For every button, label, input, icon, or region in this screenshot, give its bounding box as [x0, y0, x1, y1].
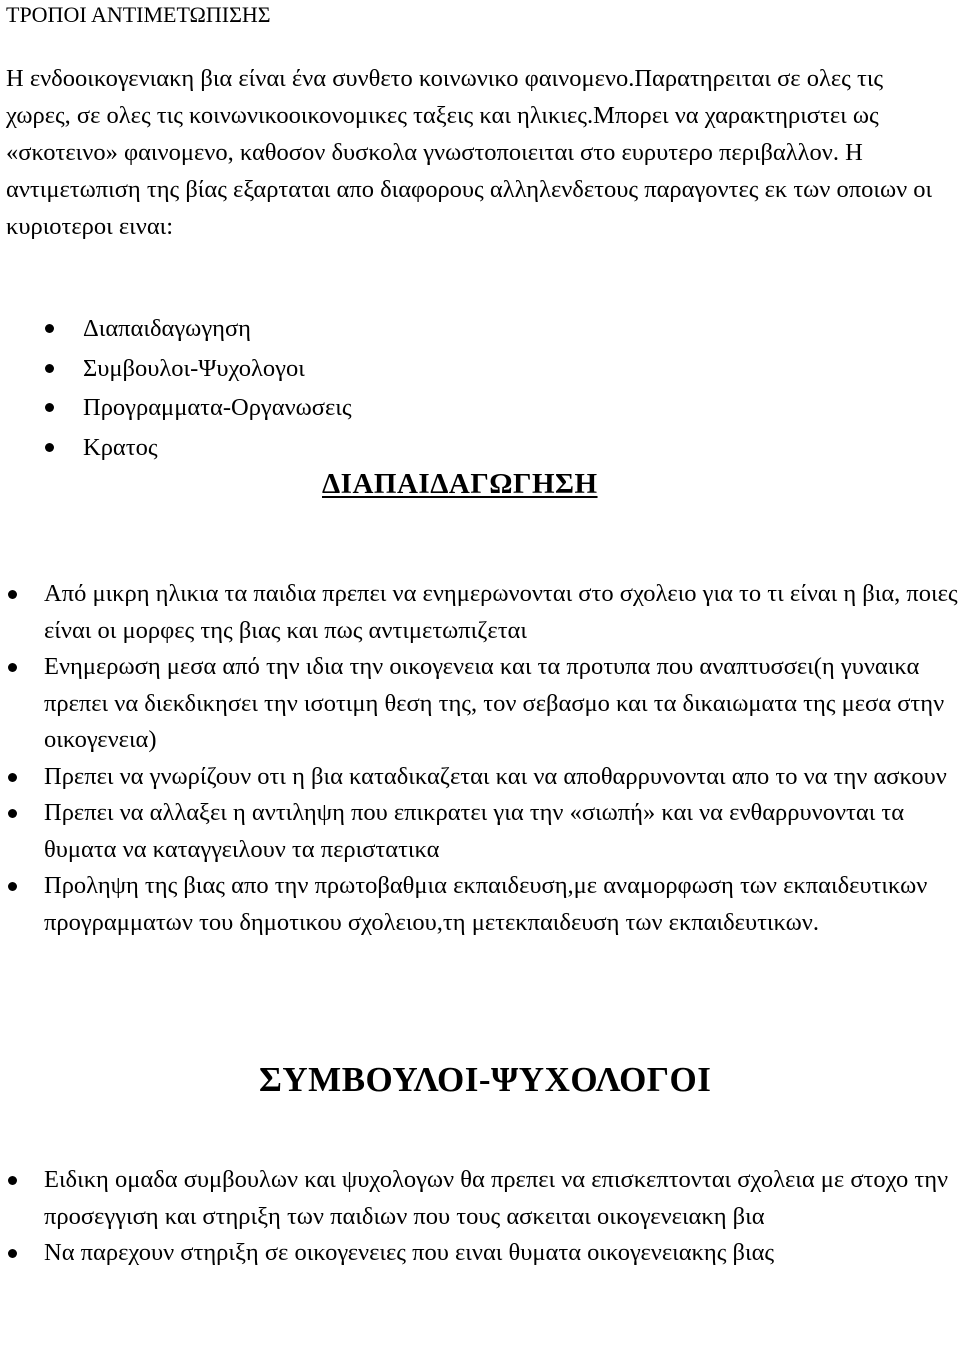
list-item	[83, 428, 943, 468]
list-item	[44, 795, 959, 868]
bullet-icon	[8, 1176, 17, 1185]
list-item	[83, 349, 943, 389]
list-item-text: Ειδικη ομαδα συμβουλων και ψυχολογων θα πρεπει να επισκεπτονται σχολεια με στοχο την προσεγγιση και στηριξη των παιδιων που τους ασκειται οικογενειακη βια	[44, 1166, 949, 1230]
list-item	[83, 388, 943, 428]
bullet-icon	[8, 590, 17, 599]
list-item-text: Από μικρη ηλικια τα παιδια πρεπει να ενημερωνονται στο σχολειο για το τι είναι η βια, ποιες είναι οι μορφες της βιας και πως αντιμετωπιζεται	[44, 580, 958, 644]
list-item	[44, 759, 959, 796]
bullet-icon	[8, 809, 17, 818]
list-item-text: Διαπαιδαγωγηση	[83, 315, 251, 342]
list-item-text: Προληψη της βιας απο την πρωτοβαθμια εκπαιδευση,με αναμορφωση των εκπαιδευτικων προγραμματων του δημοτικου σχολειου,τη μετεκπαιδευση των εκπαιδευτικων.	[44, 872, 928, 936]
bullet-icon	[45, 443, 54, 452]
list-item-text: Πρεπει να αλλαξει η αντιληψη που επικρατει για την «σιωπή» και να ενθαρρυνονται τα θυματα να καταγγειλουν τα περιστατικα	[44, 799, 905, 863]
list-item-text: Συμβουλοι-Ψυχολογοι	[83, 354, 305, 382]
bullet-icon	[45, 324, 54, 333]
list-item-text: Να παρεχουν στηριξη σε οικογενειες που ειναι θυματα οικογενειακης βιας	[44, 1239, 775, 1266]
list-item	[44, 1235, 959, 1272]
list-item-text: Πρεπει να γνωρίζουν οτι η βια καταδικαζεται και να αποθαρρυνονται απο το να την ασκουν	[44, 762, 947, 790]
education-list	[44, 576, 959, 941]
factors-list	[83, 309, 943, 467]
list-item	[44, 649, 959, 759]
counselors-list	[44, 1162, 959, 1272]
bullet-icon	[45, 364, 54, 373]
list-item	[44, 576, 959, 649]
bullet-icon	[8, 773, 17, 782]
document-top-title: ΤΡΟΠΟΙ ΑΝΤΙΜΕΤΩΠΙΣΗΣ	[6, 2, 271, 27]
section-heading-counselors: ΣΥΜΒΟΥΛΟΙ-ΨΥΧΟΛΟΓΟΙ	[259, 1060, 712, 1099]
list-item	[44, 868, 959, 941]
bullet-icon	[8, 1249, 17, 1258]
bullet-icon	[8, 663, 17, 672]
list-item-text: Ενημερωση μεσα από την ιδια την οικογενεια και τα προτυπα που αναπτυσσει(η γυναικα πρεπει να διεκδικησει την ισοτιμη θεση της, τον σεβασμο και τα δικαιωματα της μεσα στην οικογενεια)	[44, 653, 945, 753]
list-item-text: Κρατος	[83, 433, 158, 461]
list-item-text: Προγραμματα-Οργανωσεις	[83, 394, 352, 421]
section-heading-education: ΔΙΑΠΑΙΔΑΓΩΓΗΣΗ	[322, 468, 598, 500]
bullet-icon	[8, 882, 17, 891]
list-item	[44, 1162, 959, 1235]
list-item	[83, 309, 943, 349]
bullet-icon	[45, 403, 54, 412]
intro-paragraph: Η ενδοοικογενιακη βια είναι ένα συνθετο κοινωνικο φαινομενο.Παρατηρειται σε ολες τις χωρες, σε ολες τις κοινωνικοοικονομικες ταξεις και ηλικιες.Μπορει να χαρακτηριστει ως «σκοτεινο» φαινομενο, καθοσον δυσκολα γνωστοποιειται στο ευρυτερο περιβαλλον. Η αντιμετωπιση της βίας εξαρταται απο διαφορους αλληλενδετους παραγοντες εκ των οποιων οι κυριοτεροι ειναι:	[6, 65, 933, 240]
